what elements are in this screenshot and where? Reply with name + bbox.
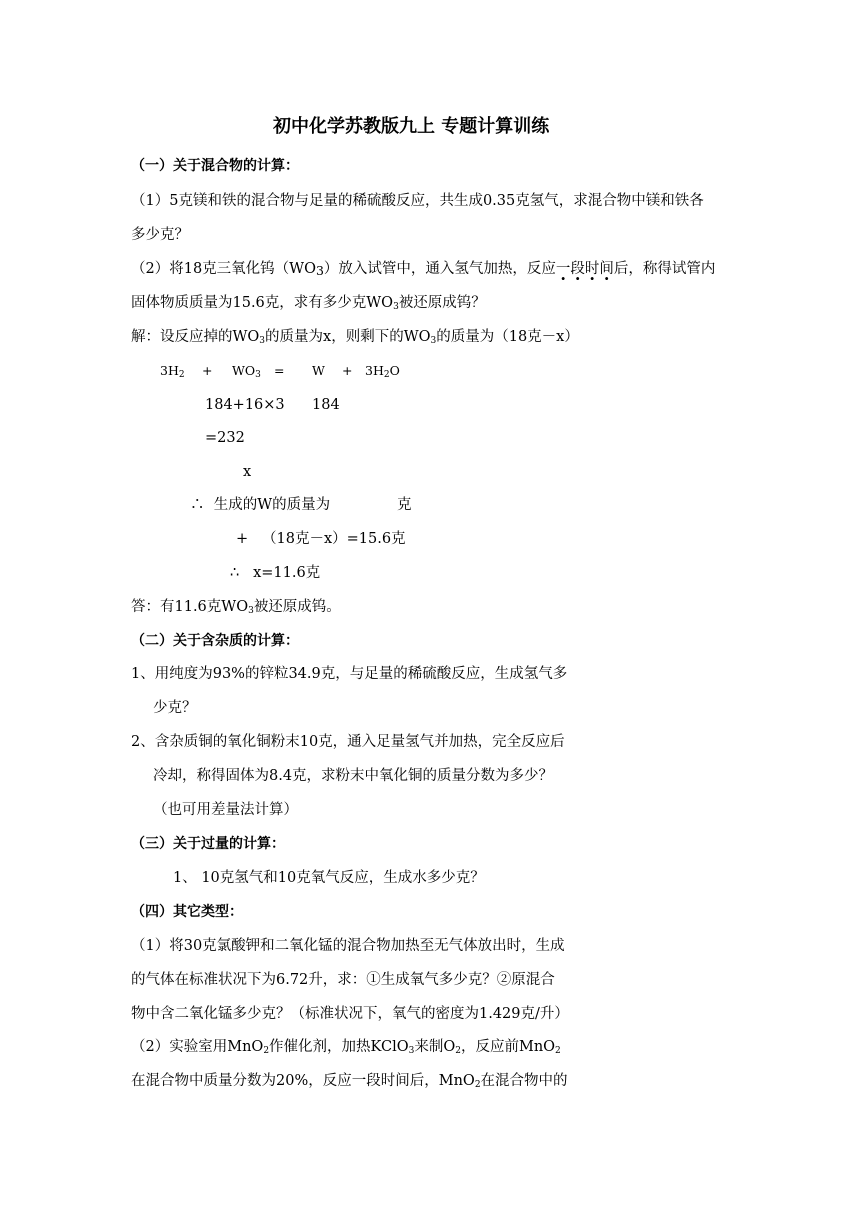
therefore-icon: ∴ [190,497,205,513]
variable-x: x [243,464,252,480]
therefore-icon: ∴ [230,565,240,581]
question-line: （2）将18克三氧化钨$(WO_3)$放入试管中，通入氢气加热，反应一段时间后，称得试管内 [131,261,716,278]
equation-wo3: $WO_3$ [232,363,261,380]
therefore-line: ∴ 生成的W的质量为 [190,497,331,513]
section-heading-excess: （三）关于过量的计算： [131,836,285,852]
question-line: （1）5克镁和铁的混合物与足量的稀硫酸反应，共生成0.35克氢气，求混合物中镁和铁各 [131,193,704,209]
equation-w: W [312,363,325,378]
question-line: 1、 10克氢气和10克氧气反应，生成水多少克？ [173,870,485,886]
page-title: 初中化学苏教版九上 专题计算训练 [273,116,550,137]
question-line: 冷却，称得固体为8.4克，求粉末中氧化铜的质量分数为多少？ [153,768,554,784]
equation-plus: + [342,363,353,378]
question-line: 物中含二氧化锰多少克？（标准状况下，氧气的密度为1.429克/升） [131,1006,569,1022]
sum-equation: （18克－x）=15.6克 [262,531,406,547]
question-line: 固体物质质量为15.6克，求有多少克$WO_3$被还原成钨？ [131,295,486,312]
molar-mass-w: 184 [312,397,340,413]
solution-line: 解：设反应掉的$WO_3$的质量为x，则剩下的$WO_3$的质量为（18克－x） [131,329,579,346]
question-line: 在混合物中质量分数为20%，反应一段时间后，MnO$_2$在混合物中的 [131,1073,568,1090]
equation-h2o: $3H_2O$ [365,363,400,380]
question-line: 2、含杂质铜的氧化铜粉末10克，通入足量氢气并加热，完全反应后 [131,734,565,750]
section-heading-impurity: （二）关于含杂质的计算： [131,633,299,649]
question-line: 少克？ [153,700,197,716]
question-line: （2）实验室用MnO$_2$作催化剂，加热KClO$_3$来制$O_2$，反应前MnO$_2$ [131,1039,561,1056]
question-line: （1）将30克氯酸钾和二氧化锰的混合物加热至无气体放出时，生成 [131,938,565,954]
molar-mass-total: =232 [205,430,245,446]
therefore-line: ∴ x=11.6克 [230,565,321,581]
section-heading-mixture: （一）关于混合物的计算： [131,158,299,174]
therefore-unit: 克 [397,497,412,513]
answer-line: 答：有11.6克$WO_3$被还原成钨。 [131,599,341,616]
question-note: （也可用差量法计算） [153,802,298,818]
section-heading-other: （四）其它类型： [131,904,243,920]
question-line: 多少克？ [131,227,189,243]
sum-plus: + [236,531,249,547]
equation-equals: = [274,363,285,378]
equation-plus: + [202,363,213,378]
molar-mass-wo3: 184+16×3 [205,397,285,413]
question-line: 1、用纯度为93%的锌粒34.9克，与足量的稀硫酸反应，生成氢气多 [131,666,568,682]
equation-h2: $3H_2$ [160,363,185,380]
question-line: 的气体在标准状况下为6.72升，求：①生成氧气多少克？②原混合 [131,972,555,988]
